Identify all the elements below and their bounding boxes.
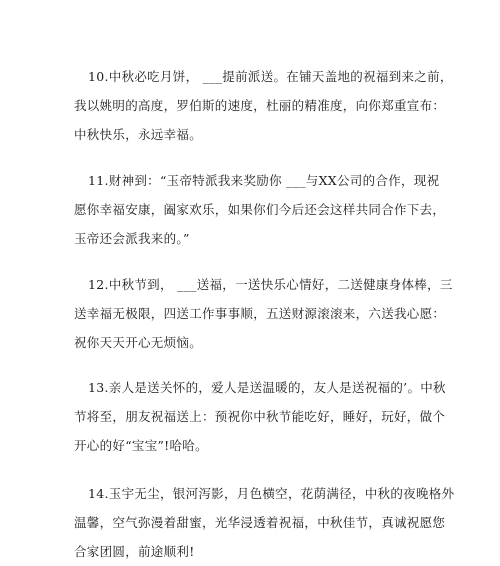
paragraph-13	[74, 373, 444, 460]
paragraph-10	[74, 62, 453, 149]
paragraph-line: 节将至，朋友祝福送上：预祝你中秋节能吃好，睡好，玩好，做个	[74, 409, 446, 424]
paragraph-line: 愿你幸福安康，阖家欢乐，如果你们今后还会这样共同合作下去，	[74, 202, 446, 217]
paragraph-line: 中秋快乐，永远幸福。	[74, 127, 203, 142]
paragraph-line: 我以姚明的高度，罗伯斯的速度，杜丽的精准度，向你郑重宣布：	[74, 98, 446, 113]
paragraph-line: 10.中秋必吃月饼， ___提前派送。在铺天盖地的祝福到来之前，	[88, 69, 453, 84]
paragraph-line: 送幸福无极限，四送工作事事顺，五送财源滚滚来，六送我心愿：	[74, 306, 446, 321]
paragraph-line: 开心的好“宝宝”!哈哈。	[74, 438, 208, 453]
paragraph-line: 14.玉宇无尘，银河泻影，月色横空，花荫满径，中秋的夜晚格外	[88, 486, 455, 501]
paragraph-line: 13.亲人是送关怀的，爱人是送温暖的，友人是送祝福的’。中秋	[88, 380, 446, 395]
paragraph-line: 合家团圆，前途顺利!	[74, 544, 195, 559]
paragraph-line: 11.财神到：“玉帝特派我来奖励你 ___与XX公司的合作，现祝	[88, 173, 440, 188]
paragraph-line: 祝你天天开心无烦恼。	[74, 335, 203, 350]
paragraph-14	[74, 479, 455, 566]
paragraph-11	[74, 166, 444, 253]
paragraph-line: 玉帝还会派我来的。”	[74, 231, 190, 246]
paragraph-line: 温馨，空气弥漫着甜蜜，光华浸透着祝福，中秋佳节，真诚祝愿您	[74, 515, 446, 530]
paragraph-12	[74, 270, 453, 357]
paragraph-line: 12.中秋节到， ___送福，一送快乐心情好，二送健康身体棒，三	[88, 277, 453, 292]
